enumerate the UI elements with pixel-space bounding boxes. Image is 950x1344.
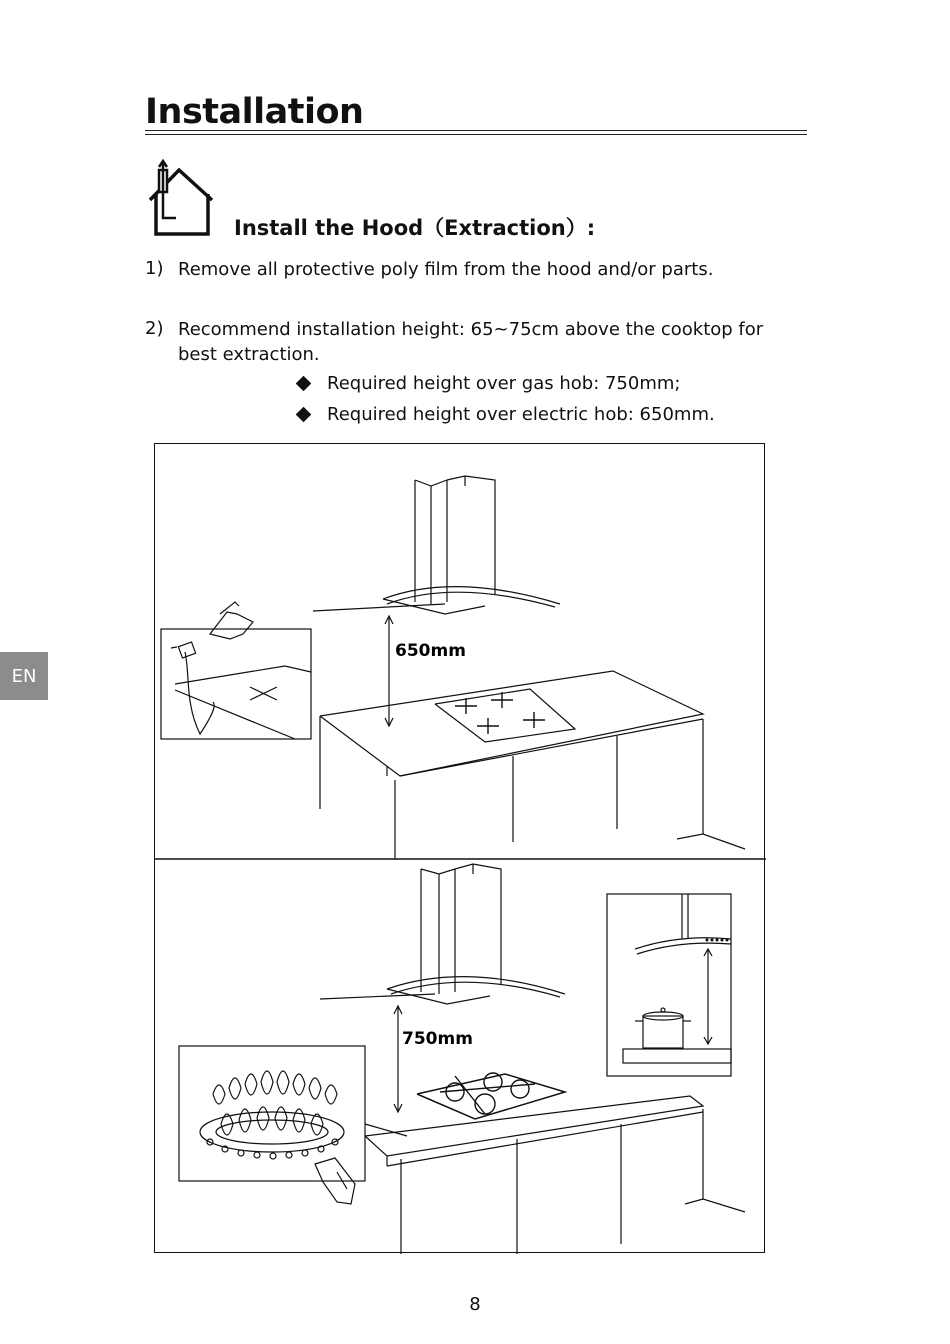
- step-number: 1): [145, 258, 164, 279]
- diamond-bullet-icon: [296, 407, 312, 423]
- step-text: Remove all protective poly film from the hood and/or parts.: [178, 259, 714, 280]
- step-text: best extraction.: [178, 344, 320, 365]
- bullet-text: Required height over electric hob: 650mm.: [327, 404, 715, 425]
- section-subtitle: Install the Hood（Extraction）:: [234, 216, 596, 240]
- step-text: Recommend installation height: 65~75cm above the cooktop for: [178, 319, 764, 340]
- page-title: Installation: [145, 92, 364, 132]
- bullet-item: [295, 404, 715, 425]
- title-underline: [145, 130, 807, 131]
- installation-illustration: [155, 444, 766, 1254]
- bullet-item: [295, 373, 680, 394]
- diamond-bullet-icon: [296, 376, 312, 392]
- language-tab: EN: [0, 652, 48, 700]
- electric-height-label: 650mm: [395, 641, 466, 661]
- house-extraction-icon: [146, 158, 218, 238]
- bullet-text: Required height over gas hob: 750mm;: [327, 373, 681, 394]
- installation-figure: [154, 443, 765, 1253]
- gas-height-label: 750mm: [402, 1029, 473, 1049]
- page-number: 8: [469, 1294, 481, 1315]
- title-underline-thin: [145, 134, 807, 135]
- step-number: 2): [145, 318, 164, 339]
